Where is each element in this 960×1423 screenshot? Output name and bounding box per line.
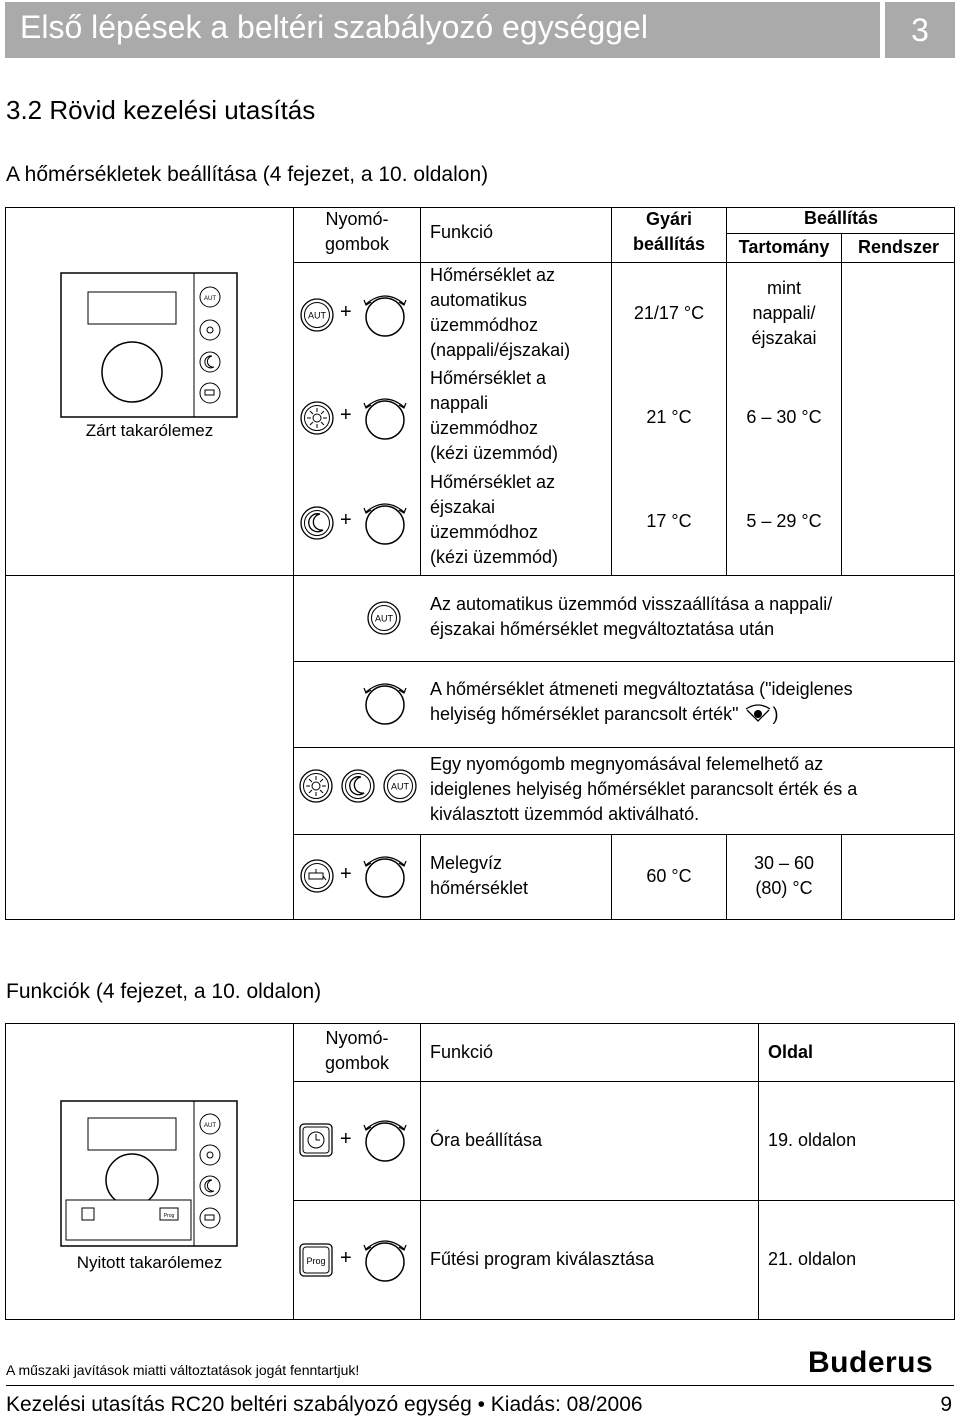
- svg-text:AUT: AUT: [391, 781, 409, 792]
- dhw-function: Melegvíz hőmérséklet: [430, 853, 529, 898]
- temporary-setpoint-icon: [739, 705, 773, 725]
- dhw-range: 30 – 60 (80) °C: [753, 853, 815, 898]
- rotary-knob-icon: [360, 393, 410, 443]
- row-clock-page: 19. oldalon: [768, 1130, 857, 1150]
- table1-title: A hőmérsékletek beállítása (4 fejezet, a 10. oldalon): [6, 163, 489, 186]
- page-title: Első lépések a beltéri szabályozó egységgel: [20, 9, 648, 45]
- page-number: 9: [940, 1393, 952, 1416]
- thermostat-open-device: [60, 1100, 240, 1250]
- rotary-knob-icon: [360, 851, 410, 901]
- row2-factory: 21 °C: [646, 407, 692, 427]
- moon-button-icon: [299, 505, 335, 541]
- section-title: 3.2 Rövid kezelési utasítás: [6, 95, 316, 125]
- header-range: Tartomány: [738, 237, 830, 257]
- row3-range: 5 – 29 °C: [746, 511, 822, 531]
- table2-title: Funkciók (4 fejezet, a 10. oldalon): [6, 980, 322, 1003]
- header-page: Oldal: [768, 1042, 814, 1062]
- plus-sign: +: [340, 301, 352, 323]
- row1-factory: 21/17 °C: [633, 303, 705, 323]
- note-aut: Az automatikus üzemmód visszaállítása a nappali/ éjszakai hőmérséklet megváltoztatása után: [430, 594, 833, 639]
- row2-function: Hőmérséklet a nappali üzemmódhoz (kézi üzemmód): [430, 368, 559, 463]
- header-function: Funkció: [430, 1042, 494, 1062]
- rotary-knob-icon: [360, 1235, 410, 1285]
- row1-range: mint nappali/ éjszakai: [751, 278, 817, 348]
- rotary-knob-icon: [360, 290, 410, 340]
- header-setting: Beállítás: [803, 208, 879, 228]
- svg-text:Prog: Prog: [306, 1256, 326, 1266]
- buderus-logo: Buderus: [808, 1346, 934, 1379]
- aut-button-icon: [299, 297, 335, 333]
- row1-function: Hőmérséklet az automatikus üzemmódhoz (nappali/éjszakai): [430, 265, 571, 360]
- moon-button-icon: [340, 768, 376, 804]
- row2-range: 6 – 30 °C: [746, 407, 822, 427]
- sun-button-icon: [298, 768, 334, 804]
- footer-notice: A műszaki javítások miatti változtatások jogát fenntartjuk!: [6, 1362, 360, 1378]
- row3-factory: 17 °C: [646, 511, 692, 531]
- plus-sign: +: [340, 509, 352, 531]
- row3-function: Hőmérséklet az éjszakai üzemmódhoz (kézi üzemmód): [430, 472, 559, 567]
- svg-text:Prog: Prog: [163, 1213, 175, 1219]
- dhw-factory: 60 °C: [646, 866, 692, 886]
- header-factory: Gyári beállítás: [632, 209, 706, 254]
- plus-sign: +: [340, 1128, 352, 1150]
- clock-button-icon: [298, 1122, 334, 1158]
- rotary-knob-icon: [360, 498, 410, 548]
- sun-button-icon: [299, 400, 335, 436]
- row-prog-function: Fűtési program kiválasztása: [430, 1249, 655, 1269]
- note-knob: A hőmérséklet átmeneti megváltoztatása ("ideiglenes helyiség hőmérséklet parancsolt érték" ): [430, 679, 853, 724]
- svg-text:AUT: AUT: [204, 1123, 216, 1129]
- header-buttons: Nyomó- gombok: [324, 1028, 390, 1073]
- chapter-number: 3: [885, 2, 955, 58]
- svg-text:AUT: AUT: [308, 310, 326, 321]
- row-prog-page: 21. oldalon: [768, 1249, 857, 1269]
- note-buttons: Egy nyomógomb megnyomásával felemelhető az ideiglenes helyiség hőmérséklet parancsolt érték és a kiválasztott üzemmód aktiválható.: [430, 754, 858, 824]
- header-function: Funkció: [430, 222, 494, 242]
- hot-water-button-icon: [299, 858, 335, 894]
- plus-sign: +: [340, 863, 352, 885]
- aut-button-icon: [366, 600, 402, 636]
- footer-doc: Kezelési utasítás RC20 beltéri szabályozó egység • Kiadás: 08/2006: [6, 1393, 643, 1416]
- prog-button-icon: [298, 1242, 334, 1278]
- aut-button-icon: [382, 768, 418, 804]
- header-system: Rendszer: [857, 237, 940, 257]
- svg-text:AUT: AUT: [375, 613, 393, 624]
- thermostat-closed-device: [60, 272, 240, 422]
- rotary-knob-icon: [360, 678, 410, 728]
- device-closed-label: Zárt takarólemez: [85, 421, 214, 440]
- svg-text:AUT: AUT: [204, 296, 216, 302]
- plus-sign: +: [340, 1247, 352, 1269]
- footer-divider: [6, 1385, 954, 1386]
- header-buttons: Nyomó- gombok: [324, 209, 390, 254]
- row-clock-function: Óra beállítása: [430, 1130, 543, 1150]
- device-open-label: Nyitott takarólemez: [76, 1253, 223, 1272]
- plus-sign: +: [340, 404, 352, 426]
- rotary-knob-icon: [360, 1115, 410, 1165]
